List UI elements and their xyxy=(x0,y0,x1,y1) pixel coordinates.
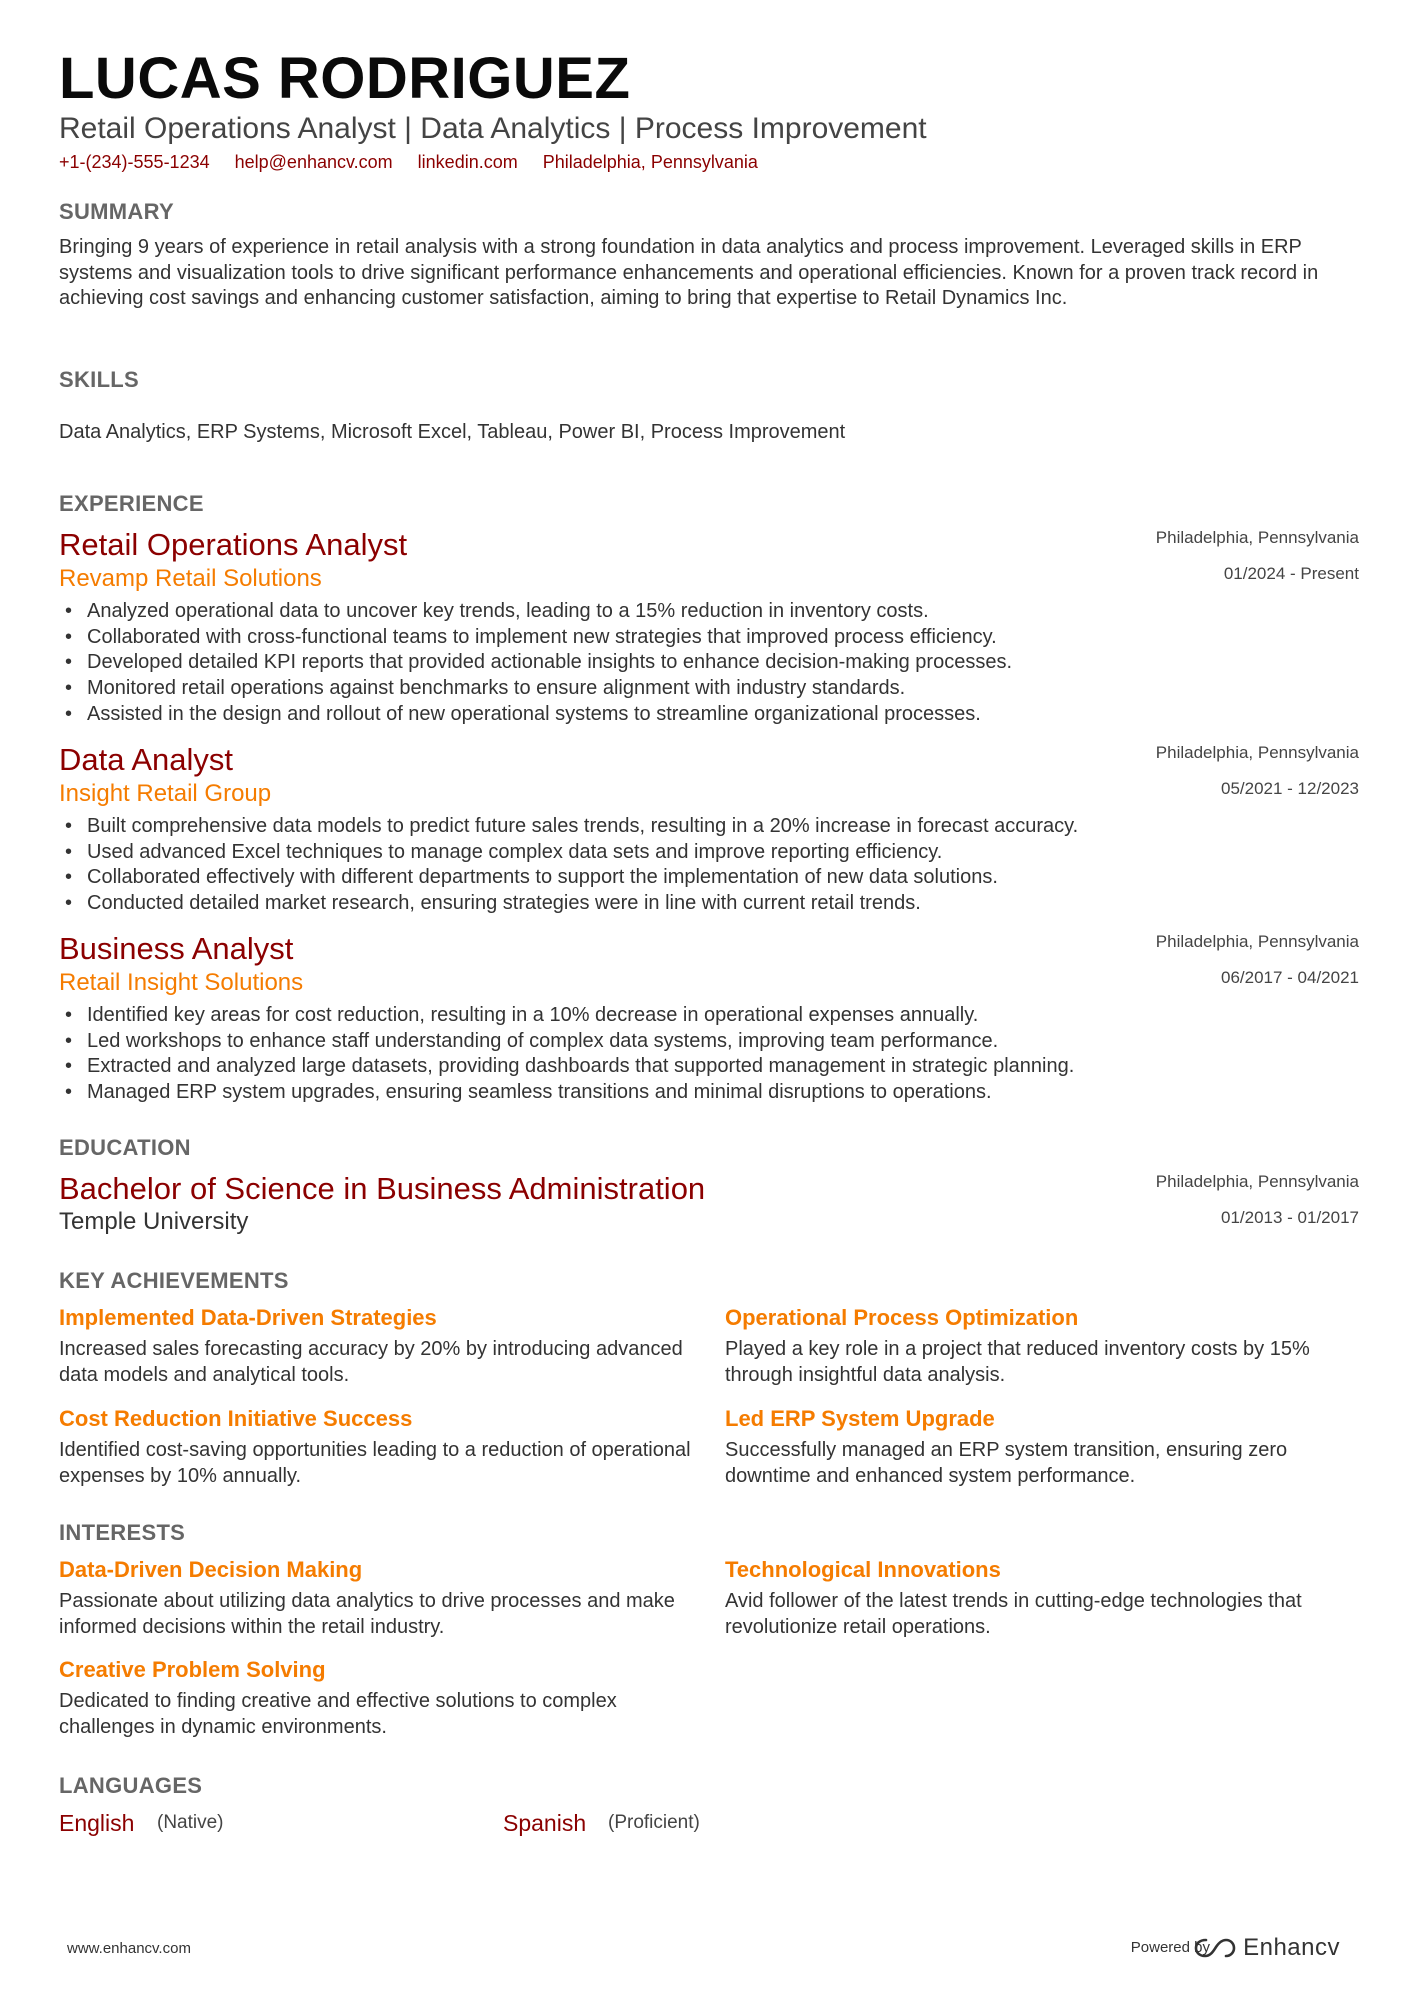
job-bullet: • Identified key areas for cost reduction, resulting in a 10% decrease in operational expenses annually. xyxy=(59,1003,1359,1029)
job-dates: 06/2017 - 04/2021 xyxy=(1220,968,1359,987)
job-bullet: • Led workshops to enhance staff understanding of complex data systems, improving team performance. xyxy=(59,1029,1359,1055)
job-location: Philadelphia, Pennsylvania xyxy=(1155,932,1359,951)
email-link[interactable]: help@enhancv.com xyxy=(234,152,393,172)
school-name: Temple University xyxy=(59,1208,249,1235)
skills-heading: SKILLS xyxy=(59,367,140,392)
job-bullet: • Extracted and analyzed large datasets, providing dashboards that supported management in strategic planning. xyxy=(59,1054,1359,1080)
job-bullet: • Developed detailed KPI reports that provided actionable insights to enhance decision-making processes. xyxy=(59,650,1359,676)
interest-desc: Passionate about utilizing data analytics to drive processes and make informed decisions within the retail industry. xyxy=(59,1590,675,1638)
job-title: Data Analyst xyxy=(59,742,234,777)
summary-text: Bringing 9 years of experience in retail analysis with a strong foundation in data analytics and process improvement. Leveraged skills in ERP systems and visualization tools to drive significant performance enhancements and operational efficiencies. Known for a proven track record in achieving cost savings and enhancing customer satisfaction, aiming to bring that expertise to Retail Dynamics Inc. xyxy=(59,236,1319,310)
job-location: Philadelphia, Pennsylvania xyxy=(1155,743,1359,762)
language-level: (Proficient) xyxy=(608,1812,700,1833)
interest-title: Data-Driven Decision Making xyxy=(59,1557,363,1582)
job-bullet: • Analyzed operational data to uncover key trends, leading to a 15% reduction in inventory costs. xyxy=(59,599,1359,625)
achievement-title: Cost Reduction Initiative Success xyxy=(59,1406,413,1431)
education-heading: EDUCATION xyxy=(59,1135,191,1160)
degree-title: Bachelor of Science in Business Administration xyxy=(59,1171,706,1206)
achievement-title: Operational Process Optimization xyxy=(725,1305,1079,1330)
job-dates: 05/2021 - 12/2023 xyxy=(1220,779,1359,798)
achievement-card xyxy=(59,1404,704,1489)
job-company: Insight Retail Group xyxy=(59,780,272,807)
job-company: Retail Insight Solutions xyxy=(59,969,304,996)
job-bullets xyxy=(59,1003,1359,1106)
enhancv-logo-icon xyxy=(1193,1935,1237,1961)
achievement-title: Led ERP System Upgrade xyxy=(725,1406,995,1431)
achievement-title: Implemented Data-Driven Strategies xyxy=(59,1305,437,1330)
achievement-desc: Increased sales forecasting accuracy by 20% by introducing advanced data models and analytical tools. xyxy=(59,1338,683,1386)
brand-name: Enhancv xyxy=(1243,1934,1340,1961)
achievement-card xyxy=(59,1303,704,1388)
summary-heading: SUMMARY xyxy=(59,199,174,224)
interest-title: Technological Innovations xyxy=(725,1557,1001,1582)
interest-desc: Avid follower of the latest trends in cutting-edge technologies that revolutionize retail operations. xyxy=(725,1590,1302,1638)
resume-page xyxy=(59,0,1359,1995)
job-bullet: • Assisted in the design and rollout of new operational systems to streamline organizational processes. xyxy=(59,702,1359,728)
location-text: Philadelphia, Pennsylvania xyxy=(542,152,758,172)
interest-desc: Dedicated to finding creative and effective solutions to complex challenges in dynamic environments. xyxy=(59,1690,617,1738)
job-bullets xyxy=(59,599,1359,728)
languages-heading: LANGUAGES xyxy=(59,1773,203,1798)
achievement-card xyxy=(725,1404,1370,1489)
achievement-desc: Played a key role in a project that reduced inventory costs by 15% through insightful data analysis. xyxy=(725,1338,1310,1386)
job-dates: 01/2024 - Present xyxy=(1223,564,1359,583)
job-bullets xyxy=(59,814,1359,917)
contact-line xyxy=(59,150,778,174)
footer-url[interactable]: www.enhancv.com xyxy=(67,1940,191,1957)
language-name: English xyxy=(59,1810,135,1836)
job-bullet: • Used advanced Excel techniques to manage complex data sets and improve reporting efficiency. xyxy=(59,840,1359,866)
headline: Retail Operations Analyst | Data Analytics | Process Improvement xyxy=(59,112,927,145)
job-bullet: • Managed ERP system upgrades, ensuring seamless transitions and minimal disruptions to operations. xyxy=(59,1080,1359,1106)
interests-heading: INTERESTS xyxy=(59,1520,186,1545)
language-level: (Native) xyxy=(157,1812,224,1833)
achievement-desc: Identified cost-saving opportunities leading to a reduction of operational expenses by 10% annually. xyxy=(59,1439,691,1487)
interest-card xyxy=(725,1555,1370,1640)
education-dates: 01/2013 - 01/2017 xyxy=(1220,1208,1359,1227)
achievement-card xyxy=(725,1303,1370,1388)
job-bullet: • Built comprehensive data models to predict future sales trends, resulting in a 20% increase in forecast accuracy. xyxy=(59,814,1359,840)
achievements-heading: KEY ACHIEVEMENTS xyxy=(59,1268,289,1293)
experience-heading: EXPERIENCE xyxy=(59,491,204,516)
enhancv-brand[interactable] xyxy=(1193,1930,1340,1966)
interest-card xyxy=(59,1655,704,1740)
language-name: Spanish xyxy=(503,1810,587,1836)
job-company: Revamp Retail Solutions xyxy=(59,565,322,592)
achievement-desc: Successfully managed an ERP system transition, ensuring zero downtime and enhanced system performance. xyxy=(725,1439,1288,1487)
job-location: Philadelphia, Pennsylvania xyxy=(1155,528,1359,547)
job-bullet: • Collaborated effectively with different departments to support the implementation of new data solutions. xyxy=(59,865,1359,891)
powered-by-label: Powered by xyxy=(1130,1939,1210,1956)
interest-card xyxy=(59,1555,704,1640)
education-location: Philadelphia, Pennsylvania xyxy=(1155,1172,1359,1191)
job-title: Retail Operations Analyst xyxy=(59,527,408,562)
job-bullet: • Monitored retail operations against benchmarks to ensure alignment with industry standards. xyxy=(59,676,1359,702)
skills-text: Data Analytics, ERP Systems, Microsoft Excel, Tableau, Power BI, Process Improvement xyxy=(59,421,846,443)
phone-link[interactable]: +1-(234)-555-1234 xyxy=(59,152,210,172)
candidate-name: LUCAS RODRIGUEZ xyxy=(59,46,631,111)
interest-title: Creative Problem Solving xyxy=(59,1657,326,1682)
linkedin-link[interactable]: linkedin.com xyxy=(417,152,518,172)
job-bullet: • Conducted detailed market research, ensuring strategies were in line with current retail trends. xyxy=(59,891,1359,917)
job-title: Business Analyst xyxy=(59,931,294,966)
job-bullet: • Collaborated with cross-functional teams to implement new strategies that improved process efficiency. xyxy=(59,625,1359,651)
